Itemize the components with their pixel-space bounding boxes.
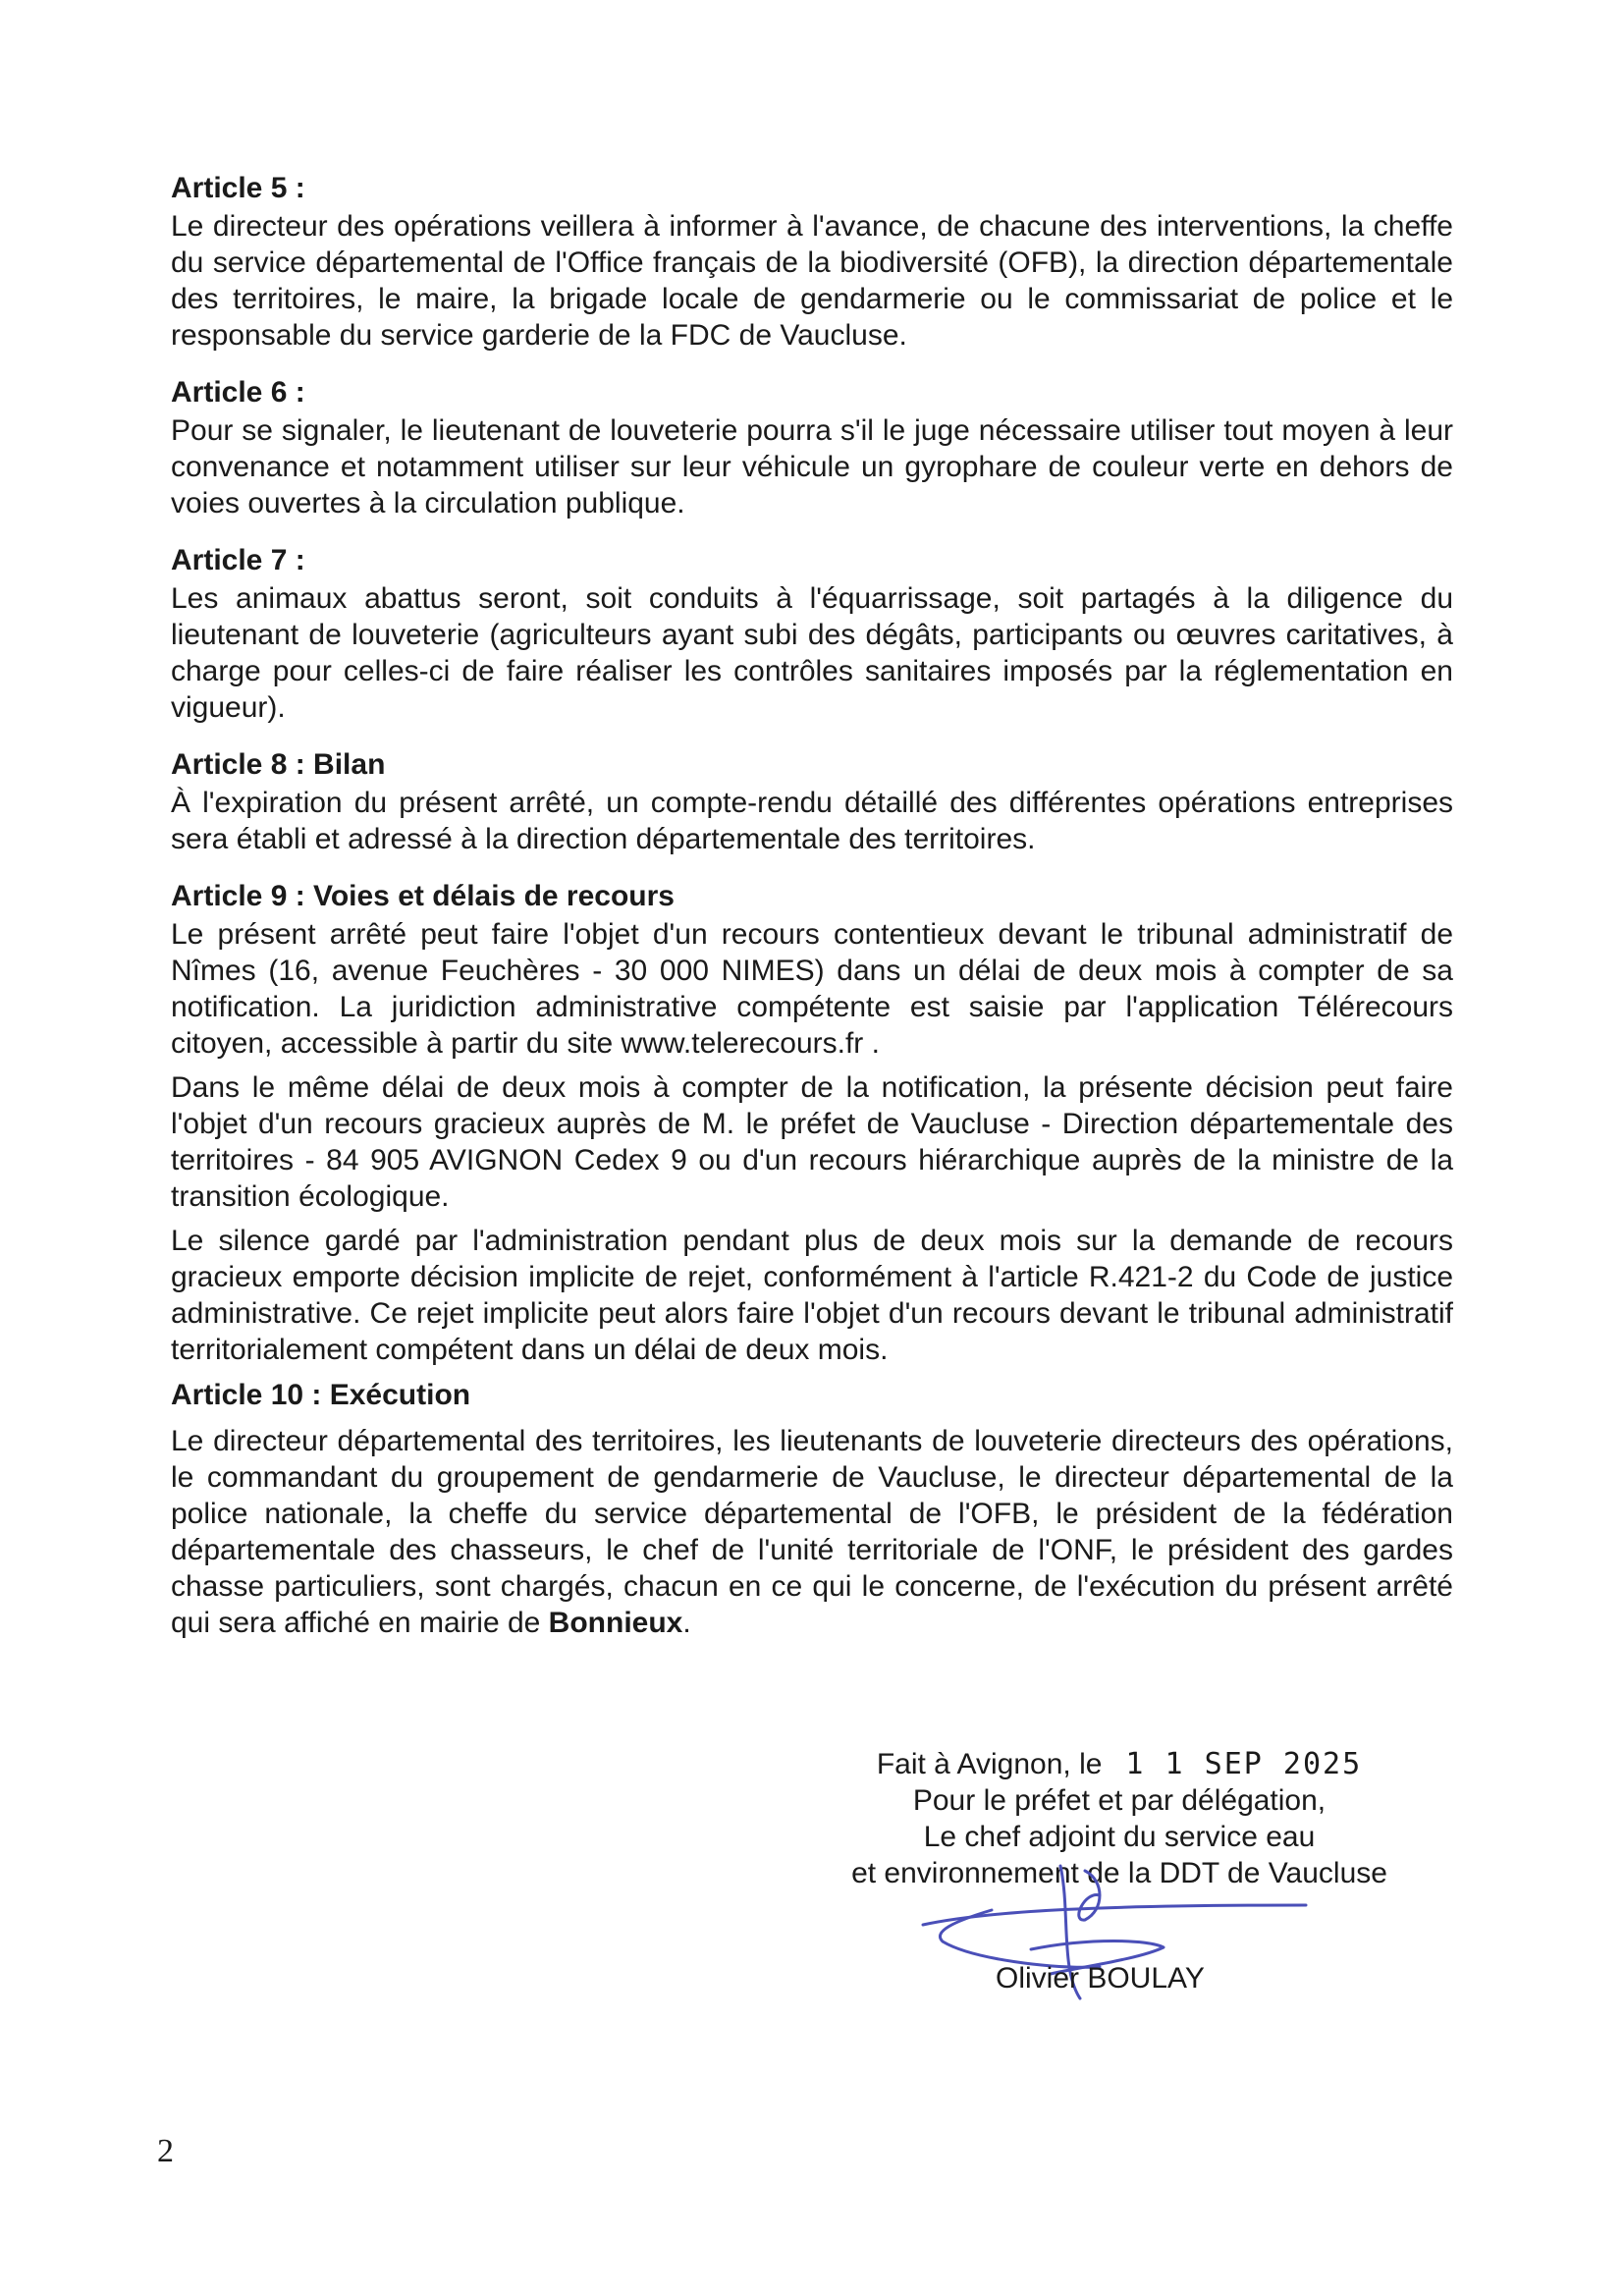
article-paragraph: Le directeur des opérations veillera à informer à l'avance, de chacune des interventions, la cheffe du service départemental de l'Office français de la biodiversité (OFB), la direction départementale des territoires, le maire, la brigade locale de gendarmerie ou le commissariat de police et le responsable du service garderie de la FDC de Vaucluse. bbox=[171, 210, 1453, 352]
article-heading: Article 5 : bbox=[171, 172, 305, 204]
article-10-text: Le directeur départemental des territoires, les lieutenants de louveterie directeurs des opérations, le commandant du groupement de gendarmerie de Vaucluse, le directeur départemental de la police nationale, la cheffe du service départemental de l'OFB, le président de la fédération départementale des chasseurs, le chef de l'unité territoriale de l'ONF, le président des gardes chasse particuliers, sont chargés, chacun en ce qui le concerne, de l'exécution du présent arrêté qui sera affiché en mairie de bbox=[171, 1425, 1453, 1639]
signature-place-line bbox=[805, 1746, 1434, 1782]
article-5 bbox=[171, 169, 1453, 354]
page-number: 2 bbox=[157, 2133, 174, 2169]
signer-title-line: Le chef adjoint du service eau bbox=[923, 1821, 1316, 1853]
article-heading: Article 10 : Exécution bbox=[171, 1379, 471, 1411]
document-body bbox=[171, 169, 1453, 1641]
date-stamp: 1 1 SEP 2025 bbox=[1125, 1747, 1363, 1781]
delegation-line: Pour le préfet et par délégation, bbox=[912, 1784, 1326, 1817]
article-paragraph: Le présent arrêté peut faire l'objet d'un recours contentieux devant le tribunal administratif de Nîmes (16, avenue Feuchères - 30 000 NIMES) dans un délai de deux mois à compter de sa notification. La juridiction administrative compétente est saisie par l'application Télérecours citoyen, accessible à partir du site www.telerecours.fr . bbox=[171, 918, 1453, 1060]
article-6 bbox=[171, 373, 1453, 521]
article-paragraph: Les animaux abattus seront, soit conduits à l'équarrissage, soit partagés à la diligence du lieutenant de louveterie (agriculteurs ayant subi des dégâts, participants ou œuvres caritatives, à charge pour celles-ci de faire réaliser les contrôles sanitaires imposés par la réglementation en vigueur). bbox=[171, 582, 1453, 724]
signer-name: Olivier BOULAY bbox=[996, 1962, 1205, 1995]
place-date-label: Fait à Avignon, le bbox=[876, 1748, 1103, 1780]
article-heading: Article 9 : Voies et délais de recours bbox=[171, 880, 675, 912]
signer-title-line-2: et environnement de la DDT de Vaucluse bbox=[851, 1857, 1387, 1889]
handwritten-signature bbox=[913, 1851, 1326, 2038]
article-paragraph bbox=[171, 1423, 1453, 1641]
article-7 bbox=[171, 541, 1453, 726]
article-paragraph: Dans le même délai de deux mois à compter de la notification, la présente décision peut faire l'objet d'un recours gracieux auprès de M. le préfet de Vaucluse - Direction départementale des territoires - 84 905 AVIGNON Cedex 9 ou d'un recours hiérarchique auprès de la ministre de la transition écologique. bbox=[171, 1071, 1453, 1213]
article-paragraph: Le silence gardé par l'administration pendant plus de deux mois sur la demande de recours gracieux emporte décision implicite de rejet, conformément à l'article R.421-2 du Code de justice administrative. Ce rejet implicite peut alors faire l'objet d'un recours devant le tribunal administratif territorialement compétent dans un délai de deux mois. bbox=[171, 1225, 1453, 1366]
commune-name: Bonnieux bbox=[548, 1607, 683, 1639]
article-9 bbox=[171, 877, 1453, 1368]
article-10-end: . bbox=[682, 1607, 691, 1639]
article-8 bbox=[171, 745, 1453, 857]
article-paragraph: Pour se signaler, le lieutenant de louveterie pourra s'il le juge nécessaire utiliser tout moyen à leur convenance et notamment utiliser sur leur véhicule un gyrophare de couleur verte en dehors de voies ouvertes à la circulation publique. bbox=[171, 414, 1453, 519]
article-10 bbox=[171, 1376, 1453, 1641]
article-heading: Article 7 : bbox=[171, 544, 305, 576]
article-heading: Article 6 : bbox=[171, 376, 305, 409]
article-heading: Article 8 : Bilan bbox=[171, 748, 386, 781]
article-paragraph: À l'expiration du présent arrêté, un compte-rendu détaillé des différentes opérations entreprises sera établi et adressé à la direction départementale des territoires. bbox=[171, 787, 1453, 855]
